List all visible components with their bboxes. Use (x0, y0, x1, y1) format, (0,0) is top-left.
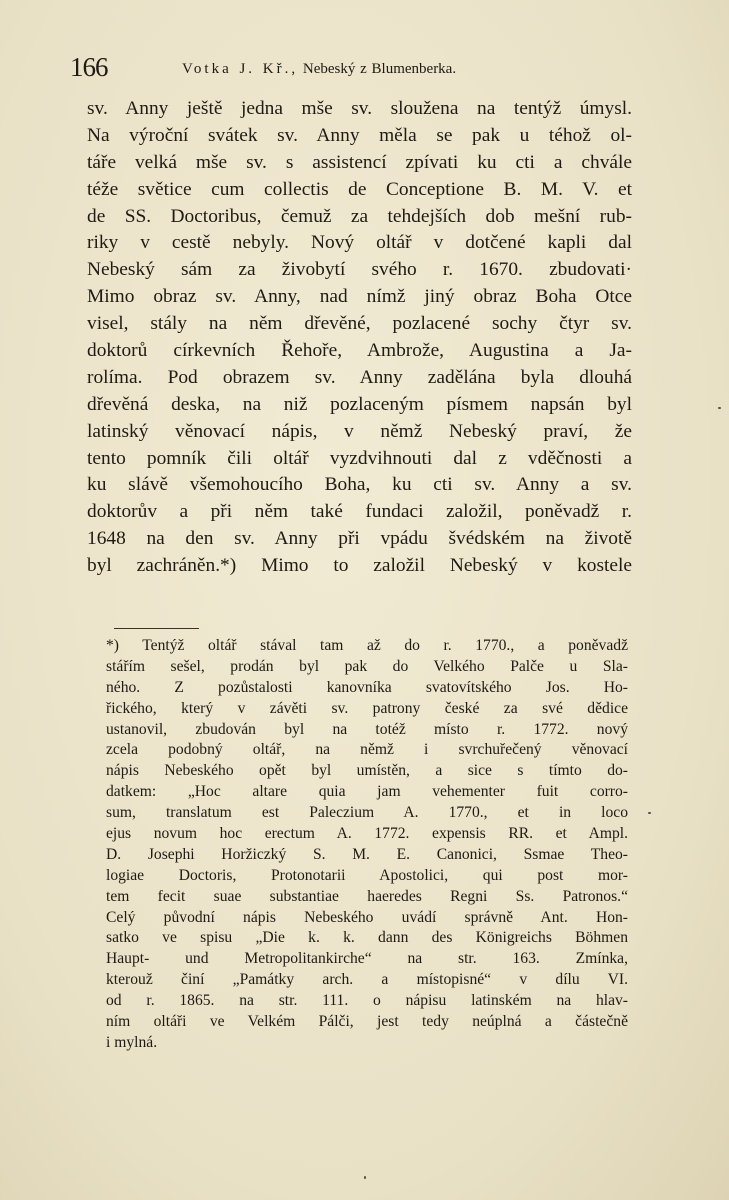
text-line: Nebeský sám za živobytí svého r. 1670. zbudovati· (87, 259, 632, 281)
footnote-line: sum, translatum est Paleczium A. 1770., et in loco (106, 804, 628, 822)
text-line: Na výroční svátek sv. Anny měla se pak u téhož ol- (87, 124, 632, 146)
text-line: dřevěná deska, na niž pozlaceným písmem napsán byl (87, 393, 632, 415)
footnote (106, 636, 628, 1054)
text-line: téže světice cum collectis de Conceptione B. M. V. et (87, 178, 632, 200)
footnote-line: ustanovil, zbudován byl na totéž místo r. 1772. nový (106, 720, 628, 738)
text-line: doktorů církevních Řehoře, Ambrože, Augustina a Ja- (87, 340, 632, 362)
text-line: visel, stály na něm dřevěné, pozlacené sochy čtyr sv. (87, 313, 632, 335)
footnote-line: i mylná. (106, 1033, 158, 1051)
text-line: tento pomník čili oltář vyzdvihnouti dal z vděčnosti a (87, 447, 632, 469)
text-line: de SS. Doctoribus, čemuž za tehdejších dob mešní rub- (87, 205, 632, 227)
text-line: doktorův a při něm také fundaci založil, poněvadž r. (87, 501, 632, 523)
main-text (87, 96, 632, 580)
footnote-line: Celý původní nápis Nebeského uvádí správně Ant. Hon- (106, 908, 628, 926)
footnote-line: *) Tentýž oltář stával tam až do r. 1770., a poněvadž (106, 637, 628, 654)
footnote-line: logiae Doctoris, Protonotarii Apostolici, qui post mor- (106, 866, 628, 884)
paper-speck (364, 1176, 366, 1179)
paper-speck (648, 812, 651, 814)
text-line: riky v cestě nebyly. Nový oltář v dotčené kapli dal (87, 232, 632, 254)
text-line: latinský věnovací nápis, v němž Nebeský praví, že (87, 420, 632, 442)
footnote-line: ejus novum hoc erectum A. 1772. expensis RR. et Ampl. (106, 825, 628, 843)
running-head-author: Votka J. Kř., (182, 61, 299, 77)
paper-speck (718, 407, 721, 409)
page-number: 166 (70, 52, 108, 82)
footnote-line: nápis Nebeského opět byl umístěn, a sice s tímto do- (106, 762, 628, 780)
text-line: táře velká mše sv. s assistencí zpívati ku cti a chvále (87, 151, 632, 173)
footnote-line: ním oltáři ve Velkém Pálči, jest tedy neúplná a částečně (106, 1013, 628, 1031)
text-line: ku slávě všemohoucího Boha, ku cti sv. Anny a sv. (87, 474, 632, 496)
text-line: sv. Anny ještě jedna mše sv. sloužena na tentýž úmysl. (87, 98, 632, 119)
text-line: 1648 na den sv. Anny při vpádu švédském na životě (87, 528, 632, 550)
footnote-line: řického, který v závěti sv. patrony české za své dědice (106, 699, 628, 717)
footnote-line: kterouž činí „Památky arch. a místopisné“ v dílu VI. (106, 971, 628, 989)
footnote-divider (114, 628, 199, 629)
text-line: byl zachráněn.*) Mimo to založil Nebeský v kostele (87, 555, 632, 577)
text-line: rolíma. Pod obrazem sv. Anny zadělána byla dlouhá (87, 366, 632, 388)
footnote-line: stářím sešel, prodán byl pak do Velkého Palče u Sla- (106, 657, 628, 675)
footnote-line: ného. Z pozůstalosti kanovníka svatovítského Jos. Ho- (106, 678, 628, 696)
footnote-line: od r. 1865. na str. 111. o nápisu latinském na hlav- (106, 992, 628, 1010)
footnote-line: tem fecit suae substantiae haeredes Regni Ss. Patronos.“ (106, 887, 628, 905)
footnote-line: datkem: „Hoc altare quia jam vehementer fuit corro- (106, 783, 628, 801)
footnote-line: D. Josephi Horžiczký S. M. E. Canonici, Ssmae Theo- (106, 845, 628, 863)
footnote-line: zcela podobný oltář, na němž i svrchuřečený věnovací (106, 741, 628, 759)
running-head (182, 60, 456, 78)
page-header (70, 52, 640, 86)
footnote-line: satko ve spisu „Die k. k. dann des Königreichs Böhmen (106, 929, 628, 947)
footnote-line: Haupt- und Metropolitankirche“ na str. 163. Zmínka, (106, 950, 628, 968)
text-line: Mimo obraz sv. Anny, nad nímž jiný obraz Boha Otce (87, 286, 632, 308)
running-head-title: Nebeský z Blumenberka. (302, 61, 457, 77)
